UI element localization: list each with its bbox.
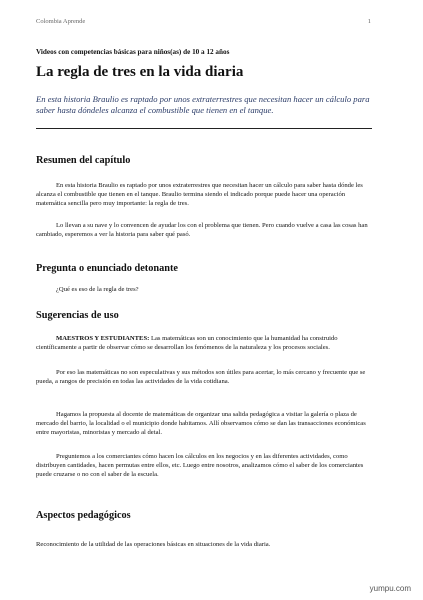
intro-summary: En esta historia Braulio es raptado por unos extraterrestres que necesitan hacer un cálculo para saber hasta dóndeles alcanza el combustible que tienen en el tanque. bbox=[36, 94, 370, 115]
sugerencias-paragraph-1 bbox=[36, 334, 370, 352]
section-title-aspectos: Aspectos pedagógicos bbox=[36, 510, 131, 521]
sugerencias-paragraph-2: Por eso las matemáticas no son especulativas y sus métodos son útiles para acertar, lo más cercano y frecuente que se pueda, a rangos de precisión en todas las actividades de la vida cotidiana. bbox=[36, 369, 366, 386]
title-divider bbox=[36, 128, 372, 129]
section-title-sugerencias: Sugerencias de uso bbox=[36, 310, 119, 321]
page-number: 1 bbox=[367, 18, 371, 25]
aspectos-paragraph-1: Reconocimiento de la utilidad de las operaciones básicas en situaciones de la vida diaria. bbox=[36, 541, 271, 548]
running-header: Colombia Aprende bbox=[36, 18, 86, 25]
pregunta-text: ¿Qué es eso de la regla de tres? bbox=[56, 286, 139, 293]
resumen-paragraph-2: Lo llevan a su nave y lo convencen de ayudar los con el problema que tienen. Pero cuando vuelve a casa las cosas han cambiado, esperemos a ver la historia para saber qué pasó. bbox=[36, 222, 368, 239]
sugerencias-paragraph-4: Preguntemos a los comerciantes cómo hacen los cálculos en los negocios y en las diferentes actividades, como distribuyen cantidades, hacen permutas entre ellos, etc. Luego entre nosotros, analizamos cómo el saber de los comerciantes puede cruzarse o no con el saber de la escuela. bbox=[36, 453, 364, 479]
sugerencias-paragraph-3: Hagamos la propuesta al docente de matemáticas de organizar una salida pedagógica a visitar la galería o plaza de mercado del barrio, la localidad o el municipio donde habitamos. Allí observamos cómo se dan las transacciones económicas entre mayoristas, minoristas y mercado al detal. bbox=[36, 411, 366, 437]
resumen-paragraph-1: En esta historia Braulio es raptado por unos extraterrestres que necesitan hacer un cálculo para saber hasta dónde les alcanza el combustible que tienen en el tanque. Braulio termina siendo el indicado porque puede hacer una operación matemática sencilla pero muy importante: la regla de tres. bbox=[36, 182, 363, 208]
section-title-resumen: Resumen del capítulo bbox=[36, 155, 131, 166]
document-title: La regla de tres en la vida diaria bbox=[36, 64, 244, 80]
section-title-pregunta: Pregunta o enunciado detonante bbox=[36, 263, 178, 274]
document-kicker: Videos con competencias básicas para niños(as) de 10 a 12 años bbox=[36, 48, 230, 56]
lead-rest: Las matemáticas son un conocimiento que la humanidad ha construido científicamente a partir de observar cómo se desarrollan los fenómenos de la naturaleza y los procesos sociales. bbox=[36, 335, 338, 352]
watermark-logo: yumpu.com bbox=[369, 584, 411, 593]
lead-strong: MAESTROS Y ESTUDIANTES: bbox=[56, 335, 150, 342]
